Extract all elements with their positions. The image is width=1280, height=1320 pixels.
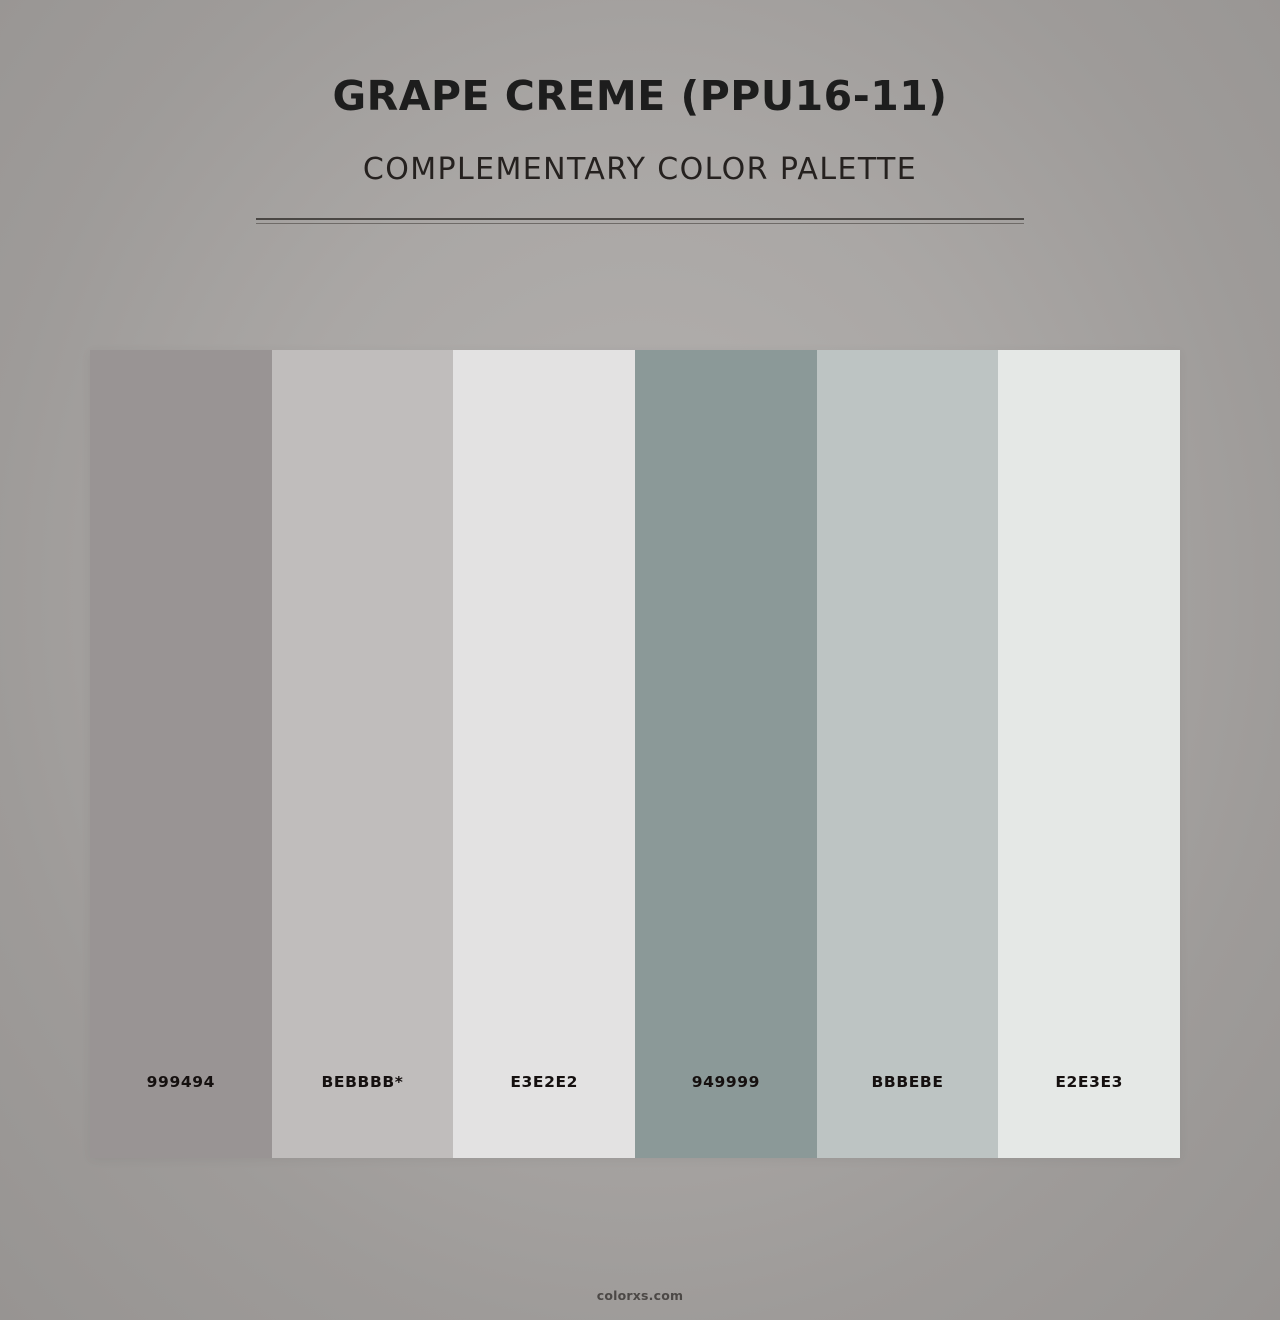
swatch-color-chip[interactable] bbox=[635, 350, 817, 1006]
color-palette bbox=[90, 350, 1180, 1158]
swatch-color-chip[interactable] bbox=[272, 350, 454, 1006]
site-brand: colorxs.com bbox=[596, 1288, 684, 1303]
swatch-label-box bbox=[90, 1006, 272, 1158]
swatch-hex-label: BBBEBE bbox=[871, 1073, 944, 1091]
color-swatch[interactable] bbox=[272, 350, 454, 1158]
color-swatch[interactable] bbox=[817, 350, 999, 1158]
divider-line-bottom bbox=[256, 223, 1024, 224]
swatch-hex-label: 949999 bbox=[691, 1073, 760, 1091]
swatch-color-chip[interactable] bbox=[90, 350, 272, 1006]
title-divider bbox=[256, 218, 1024, 224]
header bbox=[0, 0, 1280, 224]
swatch-hex-label: BEBBBB* bbox=[321, 1073, 404, 1091]
page-title: GRAPE CREME (PPU16-11) bbox=[332, 72, 948, 120]
swatch-color-chip[interactable] bbox=[817, 350, 999, 1006]
footer bbox=[0, 1285, 1280, 1304]
swatch-hex-label: E2E3E3 bbox=[1055, 1073, 1124, 1091]
swatch-label-box bbox=[817, 1006, 999, 1158]
swatch-label-box bbox=[453, 1006, 635, 1158]
page-subtitle: COMPLEMENTARY COLOR PALETTE bbox=[362, 152, 918, 188]
swatch-label-box bbox=[998, 1006, 1180, 1158]
color-swatch[interactable] bbox=[998, 350, 1180, 1158]
color-swatch[interactable] bbox=[453, 350, 635, 1158]
swatch-label-box bbox=[635, 1006, 817, 1158]
swatch-color-chip[interactable] bbox=[998, 350, 1180, 1006]
swatch-hex-label: 999494 bbox=[146, 1073, 215, 1091]
swatch-color-chip[interactable] bbox=[453, 350, 635, 1006]
color-swatch[interactable] bbox=[635, 350, 817, 1158]
swatch-label-box bbox=[272, 1006, 454, 1158]
swatch-hex-label: E3E2E2 bbox=[510, 1073, 579, 1091]
color-swatch[interactable] bbox=[90, 350, 272, 1158]
